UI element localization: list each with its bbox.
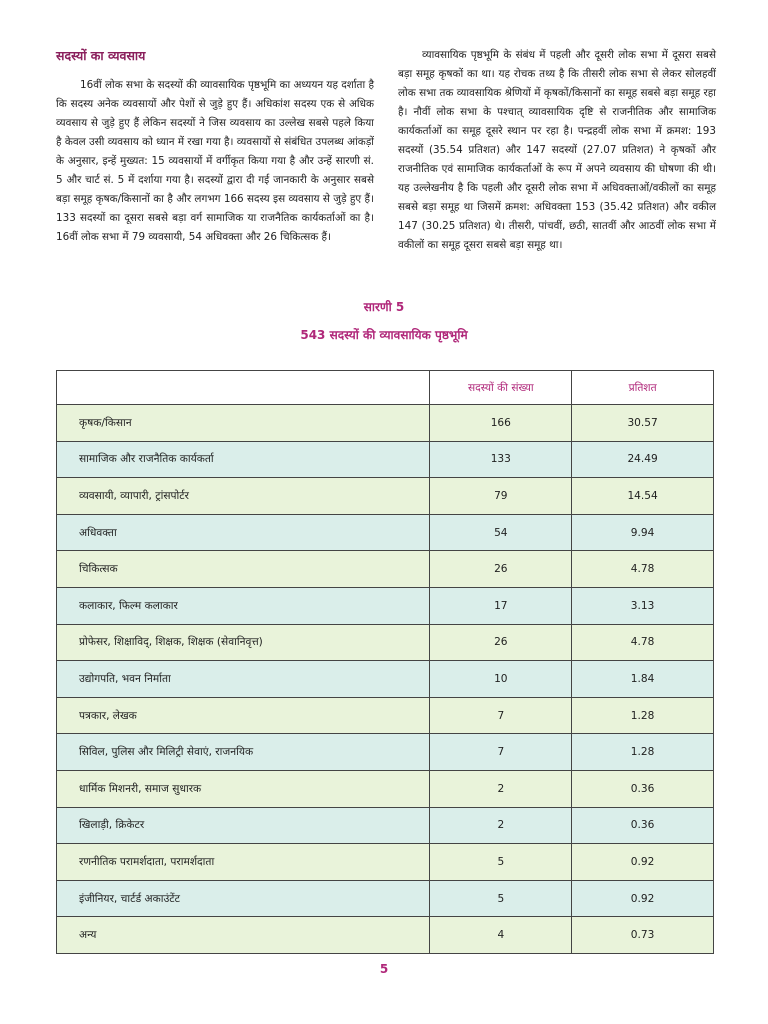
percent-cell: 0.92	[572, 844, 714, 881]
table-row	[57, 807, 714, 844]
occupation-cell: प्रोफेसर, शिक्षाविद्, शिक्षक, शिक्षक (सेवानिवृत्त)	[57, 624, 430, 661]
count-cell: 54	[430, 514, 572, 551]
table-row	[57, 844, 714, 881]
right-column	[398, 46, 716, 255]
table-row	[57, 551, 714, 588]
table-header-row	[57, 371, 714, 405]
occupation-cell: व्यवसायी, व्यापारी, ट्रांसपोर्टर	[57, 478, 430, 515]
occupation-cell: खिलाड़ी, क्रिकेटर	[57, 807, 430, 844]
occupation-cell: इंजीनियर, चार्टर्ड अकाउंटेंट	[57, 880, 430, 917]
percent-cell: 0.36	[572, 770, 714, 807]
occupation-cell: पत्रकार, लेखक	[57, 697, 430, 734]
occupation-cell: धार्मिक मिशनरी, समाज सुधारक	[57, 770, 430, 807]
table-caption: सारणी 5	[363, 300, 405, 314]
count-cell: 2	[430, 770, 572, 807]
occupation-cell: अन्य	[57, 917, 430, 954]
table-row	[57, 734, 714, 771]
occupation-cell: कलाकार, फिल्म कलाकार	[57, 587, 430, 624]
count-cell: 10	[430, 661, 572, 698]
table-row	[57, 770, 714, 807]
occupation-cell: अधिवक्ता	[57, 514, 430, 551]
percent-cell: 0.36	[572, 807, 714, 844]
occupation-cell: रणनीतिक परामर्शदाता, परामर्शदाता	[57, 844, 430, 881]
count-cell: 5	[430, 880, 572, 917]
count-cell: 5	[430, 844, 572, 881]
percent-cell: 3.13	[572, 587, 714, 624]
percent-cell: 1.84	[572, 661, 714, 698]
percent-cell: 30.57	[572, 405, 714, 442]
table-row	[57, 880, 714, 917]
count-cell: 2	[430, 807, 572, 844]
percent-cell: 9.94	[572, 514, 714, 551]
section-heading: सदस्यों का व्यवसाय	[56, 48, 146, 63]
occupation-cell: कृषक/किसान	[57, 405, 430, 442]
count-cell: 133	[430, 441, 572, 478]
percent-cell: 1.28	[572, 697, 714, 734]
header-count: सदस्यों की संख्या	[430, 371, 572, 405]
count-cell: 79	[430, 478, 572, 515]
table-row	[57, 441, 714, 478]
count-cell: 4	[430, 917, 572, 954]
percent-cell: 24.49	[572, 441, 714, 478]
header-percent: प्रतिशत	[572, 371, 714, 405]
left-column	[56, 46, 374, 247]
page-number: 5	[379, 962, 389, 976]
percent-cell: 0.92	[572, 880, 714, 917]
count-cell: 17	[430, 587, 572, 624]
table-row	[57, 661, 714, 698]
table-row	[57, 514, 714, 551]
count-cell: 166	[430, 405, 572, 442]
table-row	[57, 697, 714, 734]
occupation-cell: चिकित्सक	[57, 551, 430, 588]
header-category	[57, 371, 430, 405]
table-row	[57, 624, 714, 661]
table-title: 543 सदस्यों की व्यावसायिक पृष्ठभूमि	[300, 328, 468, 342]
occupation-table	[56, 370, 714, 954]
count-cell: 26	[430, 624, 572, 661]
table-row	[57, 917, 714, 954]
occupation-cell: सामाजिक और राजनैतिक कार्यकर्ता	[57, 441, 430, 478]
percent-cell: 1.28	[572, 734, 714, 771]
percent-cell: 4.78	[572, 551, 714, 588]
percent-cell: 0.73	[572, 917, 714, 954]
occupation-cell: सिविल, पुलिस और मिलिट्री सेवाएं, राजनयिक	[57, 734, 430, 771]
occupation-cell: उद्योगपति, भवन निर्माता	[57, 661, 430, 698]
count-cell: 26	[430, 551, 572, 588]
right-paragraph: व्यावसायिक पृष्ठभूमि के संबंध में पहली और दूसरी लोक सभा में दूसरा सबसे बड़ा समूह कृषकों का था। यह रोचक तथ्य है कि तीसरी लोक सभा से लेकर सोलहवीं लोक सभा तक व्यावसायिक श्रेणियों में कृषकों/किसानों का समूह सबसे बड़ा समूह रहा है। नौवीं लोक सभा के पश्चात् व्यावसायिक दृष्टि से राजनीतिक और सामाजिक कार्यकर्ताओं का समूह दूसरे स्थान पर रहा है। पन्द्रहवीं लोक सभा में क्रमश: 193 सदस्यों (35.54 प्रतिशत) और 147 सदस्यों (27.07 प्रतिशत) ने कृषकों और राजनीतिक एवं सामाजिक कार्यकर्ताओं के रूप में अपने व्यवसाय की घोषणा की थी। यह उल्लेखनीय है कि पहली और दूसरी लोक सभा में अधिवक्ताओं/वकीलों का समूह सबसे बड़ा समूह था जिसमें क्रमश: अधिवक्ता 153 (35.42 प्रतिशत) और वकील 147 (30.25 प्रतिशत) थे। तीसरी, पांचवीं, छठी, सातवीं और आठवीं लोक सभा में वकीलों का समूह दूसरा सबसे बड़ा समूह था।	[398, 49, 716, 251]
percent-cell: 14.54	[572, 478, 714, 515]
left-paragraph: 16वीं लोक सभा के सदस्यों की व्यावसायिक पृष्ठभूमि का अध्ययन यह दर्शाता है कि सदस्य अनेक व्यवसायों और पेशों से जुड़े हुए हैं। अधिकांश सदस्य एक से अधिक व्यवसाय से जुड़े हुए हैं लेकिन सदस्यों ने जिस व्यवसाय का उल्लेख सबसे पहले किया है केवल उसी व्यवसाय को ध्यान में रखा गया है। व्यवसायों से संबंधित उपलब्ध आंकड़ों के अनुसार, इन्हें मुख्यत: 15 व्यवसायों में वर्गीकृत किया गया है और उन्हें सारणी सं. 5 और चार्ट सं. 5 में दर्शाया गया है। सदस्यों द्वारा दी गई जानकारी के अनुसार सबसे बड़ा समूह कृषक/किसानों का है और लगभग 166 सदस्य इस व्यवसाय से जुड़े हुए हैं। 133 सदस्यों का दूसरा सबसे बड़ा वर्ग सामाजिक या राजनैतिक कार्यकर्ताओं का है। 16वीं लोक सभा में 79 व्यवसायी, 54 अधिवक्ता और 26 चिकित्सक हैं।	[56, 79, 374, 243]
count-cell: 7	[430, 734, 572, 771]
percent-cell: 4.78	[572, 624, 714, 661]
table-row	[57, 478, 714, 515]
count-cell: 7	[430, 697, 572, 734]
table-row	[57, 405, 714, 442]
table-row	[57, 587, 714, 624]
